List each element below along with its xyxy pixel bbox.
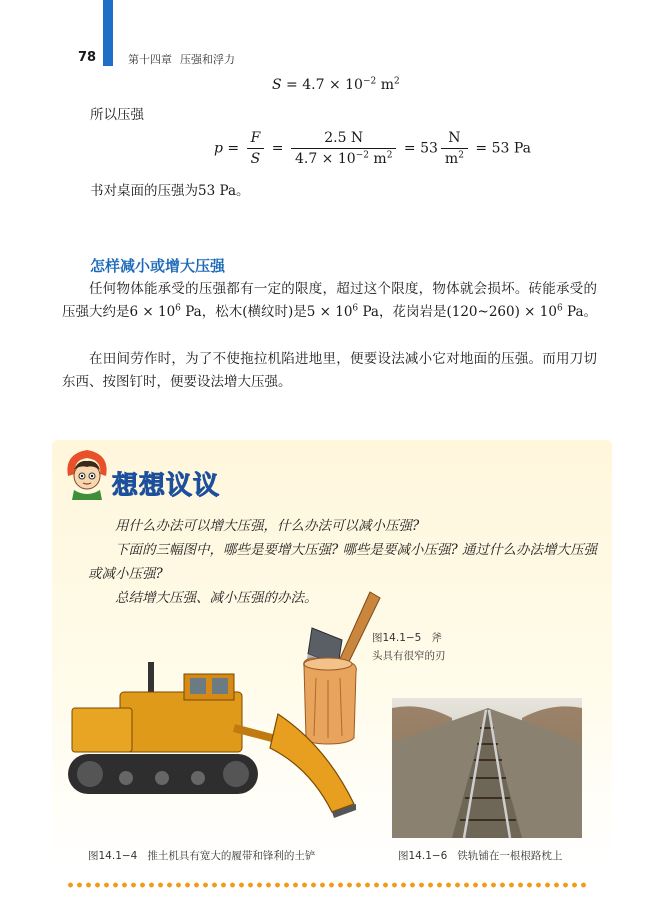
railway-illustration xyxy=(392,698,582,838)
chapter-header xyxy=(128,51,235,67)
figure-6-number: 图14.1−6 xyxy=(398,850,448,862)
discussion-question-2: 下面的三幅图中，哪些是要增大压强? 哪些是要减小压强? 通过什么办法增大压强或减小压强? xyxy=(88,542,598,582)
area-unit: m xyxy=(380,77,394,93)
pressure-formula: p = $\frac{F}{S}$ = $\frac{2.5 N}{4.7 \times 10^{-2} m^2}$ = 53 $\frac{N}{m^2}$ = 53 Pa xyxy=(214,130,531,167)
pressure-symbol: p xyxy=(214,140,223,157)
figure-4-caption: 图14.1−4 推土机具有宽大的履带和锋利的土铲 xyxy=(88,850,316,862)
pressure-result: 53 Pa xyxy=(491,140,531,157)
figure-5-caption-line2: 头具有很窄的刃 xyxy=(372,650,446,662)
chapter-number: 第十四章 xyxy=(128,53,172,66)
force-symbol: F xyxy=(250,130,261,146)
pressure-coefficient: 53 xyxy=(420,140,438,157)
chapter-title: 压强和浮力 xyxy=(180,53,235,66)
area-formula: $S = 4.7 \times 10^{-2}$ $m^2$ xyxy=(272,76,400,93)
figure-4-number: 图14.1−4 xyxy=(88,850,138,862)
footer-dotted-divider xyxy=(66,882,590,888)
thinking-kid-icon xyxy=(60,446,114,500)
force-value: 2.5 N xyxy=(291,130,396,149)
paragraph-pressure-limits: 任何物体能承受的压强都有一定的限度，超过这个限度，物体就会损坏。砖能承受的压强大约是$6 \times 10^6$ Pa，松木(横纹时)是$5 \times 10^6$ Pa，花岗岩是(120~260) × $10^6$ Pa。 xyxy=(62,281,597,320)
section-heading: 怎样减小或增大压强 xyxy=(90,257,226,275)
fraction-values xyxy=(291,130,396,167)
area-symbol-2: S xyxy=(250,151,261,167)
fraction-f-over-s xyxy=(247,130,265,167)
area-exponent: −2 xyxy=(362,76,377,87)
area-value-2: $4.7 \times 10^{-2}$ $m^2$ xyxy=(294,150,393,167)
area-unit-exponent: 2 xyxy=(393,76,400,87)
discussion-question-1: 用什么办法可以增大压强，什么办法可以减小压强? xyxy=(115,518,420,534)
area-symbol: S xyxy=(272,77,282,93)
bulldozer-illustration xyxy=(64,662,360,834)
area-value: 4.7 × 10 xyxy=(302,77,363,93)
discussion-question-3: 总结增大压强、减小压强的办法。 xyxy=(115,590,318,606)
page-number: 78 xyxy=(78,50,97,65)
discussion-title: 想想议议 xyxy=(112,471,221,501)
header-accent-bar xyxy=(103,0,113,66)
figure-6-caption: 图14.1−6 铁轨铺在一根根路枕上 xyxy=(398,850,563,862)
figure-5-number: 图14.1−5 xyxy=(372,632,422,644)
therefore-text: 所以压强 xyxy=(90,107,144,123)
fraction-units: $\frac{N}{m^2}$ xyxy=(441,130,468,167)
conclusion-text: 书对桌面的压强为53 Pa。 xyxy=(90,183,250,199)
figure-5-caption-line1: 图14.1−5 斧 xyxy=(372,632,442,644)
paragraph-farm-work: 在田间劳作时，为了不使拖拉机陷进地里，便要设法减小它对地面的压强。而用刀切东西、按图钉时，便要设法增大压强。 xyxy=(62,351,597,390)
